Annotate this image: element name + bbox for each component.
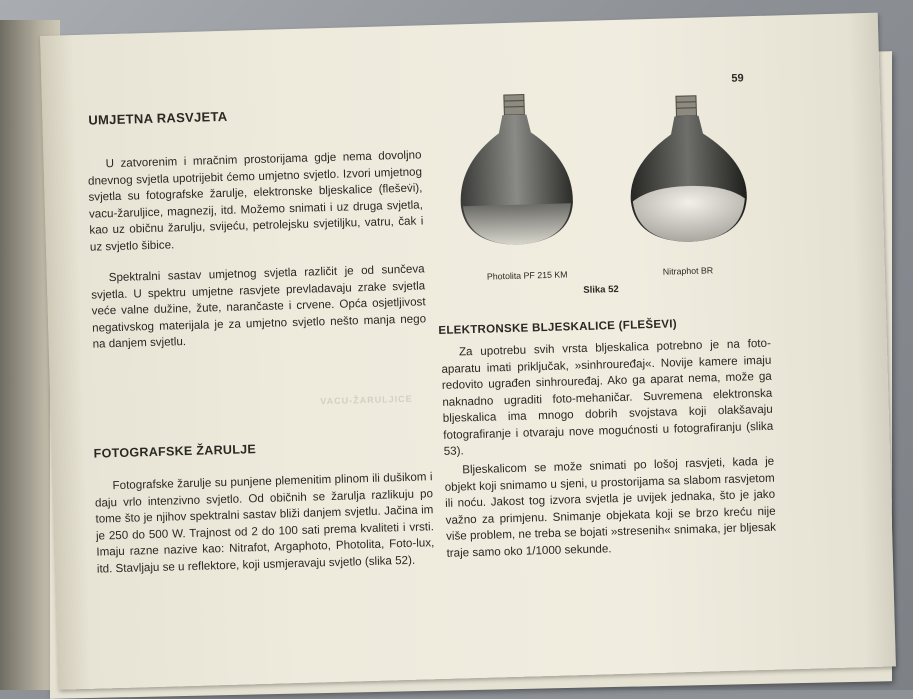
bleed-through-text: VACU-ŽARULJICE xyxy=(320,393,413,407)
caption-photolita: Photolita PF 215 KM xyxy=(486,269,568,282)
book-page xyxy=(40,13,896,690)
caption-nitraphot: Nitraphot BR xyxy=(662,265,714,277)
page-number: 59 xyxy=(731,72,744,85)
figure-label: Slika 52 xyxy=(583,283,619,296)
heading-fotografske-zarulje: FOTOGRAFSKE ŽARULJE xyxy=(93,442,257,461)
paragraph-elektronske: Za upotrebu svih vrsta bljeskalica potrebno je na foto-aparatu imati priključak, »sinhrouređaj«. Novije kamere imaju redovito ugrađen sinhrouređaj. Ako ga aparat nema, može ga naknadno ugraditi foto-mehaničar. Suvremena elektronska bljeskalica ima mnogo dobrih svojstava koji olakšavaju fotografiranje i otvaraju nove mogućnosti u fotografiranju (slika 53). xyxy=(441,336,774,458)
paragraph-fotografske: Fotografske žarulje su punjene plemenitim plinom ili dušikom i daju vrlo intenzivno svjetlo. Od običnih se žarulja razlikuju po tome što je njihov spektralni sastav bliži danjem svjetlu. Jačina im je 250 do 500 W. Trajnost od 2 do 100 sati prema kvaliteti i vrsti. Imaju razne nazive kao: Nitrafot, Argaphoto, Photolita, Foto-lux, itd. Stavljaju se u reflektore, koji usmjeravaju svjetlo (slika 52). xyxy=(94,470,435,576)
heading-umjetna-rasvjeta: UMJETNA RASVJETA xyxy=(88,108,228,128)
paragraph-intro: U zatvorenim i mračnim prostorijama gdje nema dovoljno dnevnog svjetla upotrijebit ćemo umjetno svjetlo. Izvori umjetnog svjetla su fotografske žarulje, elektronske bljeskalice (flešev̇i), vacu-žaruljice, magnezij, itd. Možemo snimati i uz druga svjetla, kao uz običnu žarulju, svijeću, petrolejsku svjetiljku, vatru, čak i uz svjetlo šibice. xyxy=(87,148,424,254)
figure-52 xyxy=(432,86,778,315)
heading-elektronske-bljeskalice: ELEKTRONSKE BLJESKALICE (FLEŠEVI) xyxy=(438,318,678,337)
paragraph-spektralni: Spektralni sastav umjetnog svjetla različit je od sunčeva svjetla. U spektru umjetne rasvjete prevladavaju zrake svjetla veće valne dužine, žute, narančaste i crvene. Opća osjetljivost negativskog materijala je za umjetno svjetlo nešto manja nego na danjem svjetlu. xyxy=(91,262,427,351)
bulb-photolita-image xyxy=(454,91,578,254)
paragraph-bljeskalicom: Bljeskalicom se može snimati po lošoj rasvjeti, kada je objekt koji snimamo u sjeni, u prostorijama sa slabom rasvjetom ili noću. Jakost tog izvora svjetla je uvijek jednaka, što je jako važno za primjenu. Snimanje objekata koji se brzo kreću nije više problem, ne treba se bojati »stresenih« snimaka, jer bljesak traje samo oko 1/1000 sekunde. xyxy=(444,454,777,560)
bulb-nitraphot-image xyxy=(624,92,752,249)
